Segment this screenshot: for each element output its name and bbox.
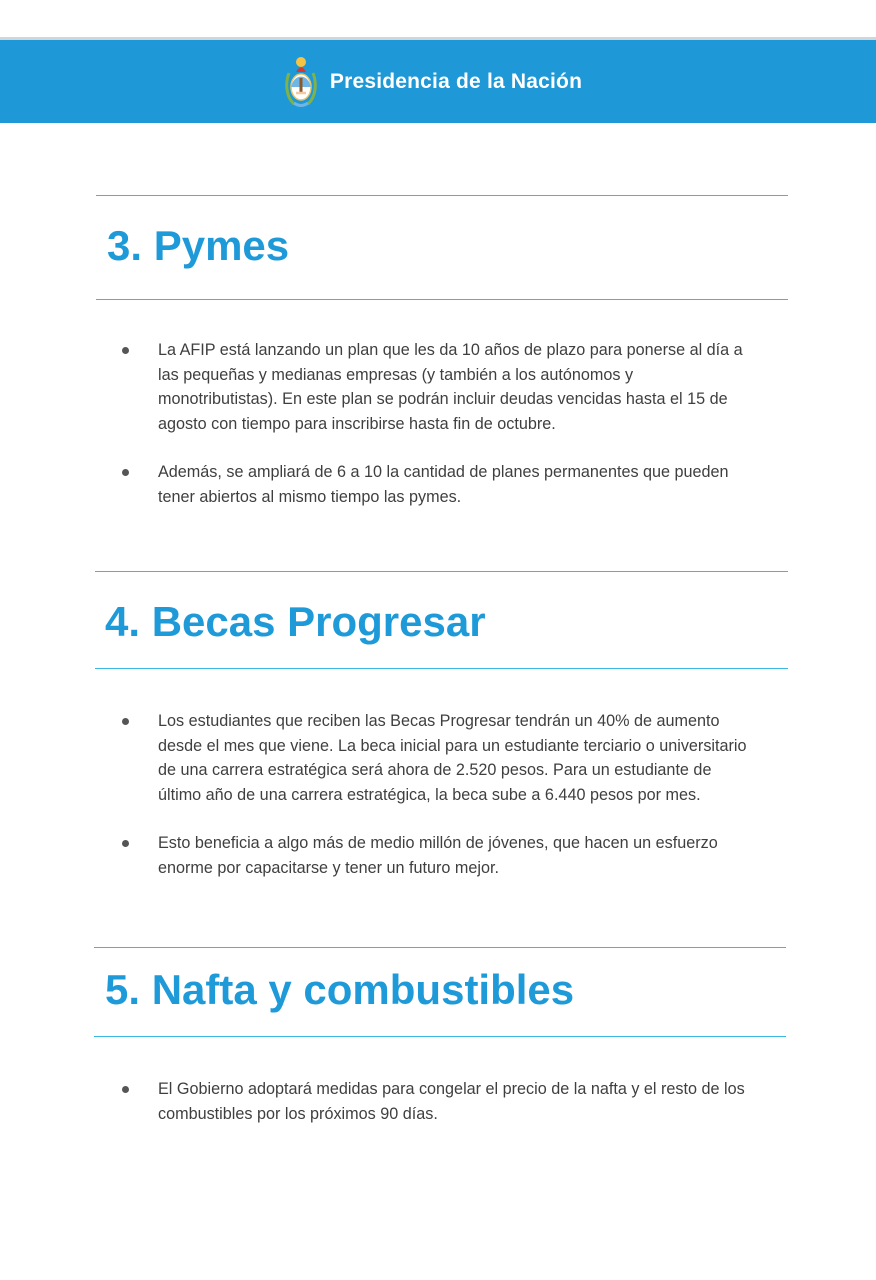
list-item <box>122 831 752 880</box>
list-item-text: Además, se ampliará de 6 a 10 la cantidad de planes permanentes que pueden tener abiertos al mismo tiempo las pymes. <box>158 463 729 506</box>
section-title: 4. Becas Progresar <box>105 598 486 645</box>
bullet-list <box>122 1077 752 1150</box>
list-item-text: La AFIP está lanzando un plan que les da 10 años de plazo para ponerse al día a las pequeñas y medianas empresas (y también a los autónomos y monotributistas). En este plan se podrán incluir deudas vencidas hasta el 15 de agosto con tiempo para inscribirse hasta fin de octubre. <box>158 341 743 433</box>
section-divider-top <box>94 947 786 948</box>
bullet-dot-icon <box>122 469 129 476</box>
section-title: 5. Nafta y combustibles <box>105 966 575 1013</box>
section-title: 3. Pymes <box>107 222 290 269</box>
list-item <box>122 709 752 807</box>
list-item-text: Los estudiantes que reciben las Becas Progresar tendrán un 40% de aumento desde el mes que viene. La beca inicial para un estudiante terciario o universitario de una carrera estratégica será ahora de 2.520 pesos. Para un estudiante de último año de una carrera estratégica, la beca sube a 6.440 pesos por mes. <box>158 712 747 804</box>
section-divider-bottom <box>96 299 788 300</box>
bullet-list <box>122 338 752 533</box>
bullet-dot-icon <box>122 347 129 354</box>
list-item <box>122 338 752 436</box>
bullet-list <box>122 709 752 904</box>
bullet-dot-icon <box>122 718 129 725</box>
argentina-coat-of-arms-icon <box>282 53 320 111</box>
list-item-text: Esto beneficia a algo más de medio millón de jóvenes, que hacen un esfuerzo enorme por capacitarse y tener un futuro mejor. <box>158 834 718 877</box>
bullet-dot-icon <box>122 1086 129 1093</box>
section-divider-bottom <box>94 1036 786 1037</box>
bullet-dot-icon <box>122 840 129 847</box>
brand-title: Presidencia de la Nación <box>329 69 583 93</box>
brand <box>282 53 582 111</box>
top-margin <box>0 0 876 38</box>
section-divider-top <box>95 571 788 572</box>
section-divider-top <box>96 195 788 196</box>
list-item-text: El Gobierno adoptará medidas para congelar el precio de la nafta y el resto de los combustibles por los próximos 90 días. <box>158 1080 745 1123</box>
section-divider-bottom <box>95 668 788 669</box>
list-item <box>122 460 752 509</box>
header-band <box>0 40 876 123</box>
list-item <box>122 1077 752 1126</box>
